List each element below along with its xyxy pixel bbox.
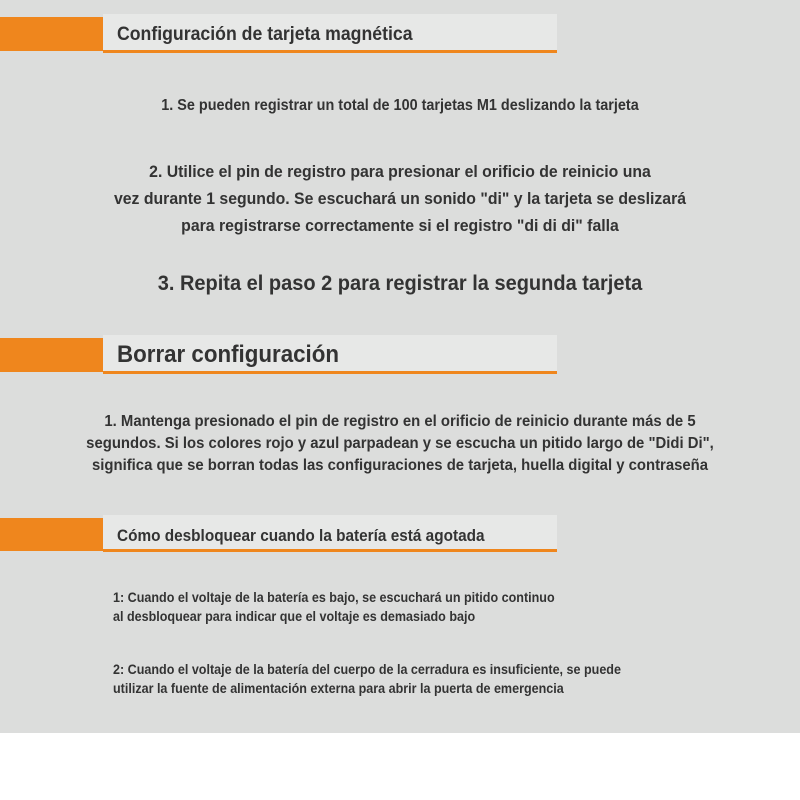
instruction-step-1 (0, 411, 800, 477)
instruction-line: segundos. Si los colores rojo y azul parpadean y se escucha un pitido largo de "Didi Di", (86, 435, 714, 452)
section-underline (103, 549, 557, 552)
instruction-line: 1. Se pueden registrar un total de 100 tarjetas M1 deslizando la tarjeta (161, 97, 639, 114)
instruction-line: 1. Mantenga presionado el pin de registro en el orificio de reinicio durante más de 5 (104, 413, 696, 430)
instruction-line: 2. Utilice el pin de registro para presionar el orificio de reinicio una (149, 162, 651, 181)
instruction-step-2 (0, 158, 800, 239)
instruction-line: significa que se borran todas las configuraciones de tarjeta, huella digital y contraseña (91, 457, 709, 474)
instruction-line: 3. Repita el paso 2 para registrar la segunda tarjeta (157, 271, 643, 295)
section-title-magnetic-card: Configuración de tarjeta magnética (117, 24, 413, 45)
section-marker (0, 518, 103, 551)
instruction-line: vez durante 1 segundo. Se escuchará un sonido "di" y la tarjeta se deslizará (113, 189, 687, 208)
section-marker (0, 338, 103, 372)
section-marker (0, 17, 103, 51)
instruction-line: al desbloquear para indicar que el voltaje es demasiado bajo (113, 609, 476, 624)
instruction-step-1 (0, 96, 800, 115)
section-underline (103, 371, 557, 374)
instruction-line: 2: Cuando el voltaje de la batería del cuerpo de la cerradura es insuficiente, se puede (113, 662, 621, 677)
section-underline (103, 50, 557, 53)
instruction-line: utilizar la fuente de alimentación externa para abrir la puerta de emergencia (113, 681, 564, 696)
instruction-step-3 (0, 269, 800, 297)
section-title-battery-depleted: Cómo desbloquear cuando la batería está agotada (117, 527, 485, 545)
section-title-clear-settings: Borrar configuración (117, 341, 339, 368)
instruction-line: para registrarse correctamente si el registro "di di di" falla (181, 216, 619, 235)
instruction-step-2 (113, 660, 659, 698)
instruction-line: 1: Cuando el voltaje de la batería es bajo, se escuchará un pitido continuo (113, 590, 555, 605)
instruction-step-1 (113, 588, 588, 626)
